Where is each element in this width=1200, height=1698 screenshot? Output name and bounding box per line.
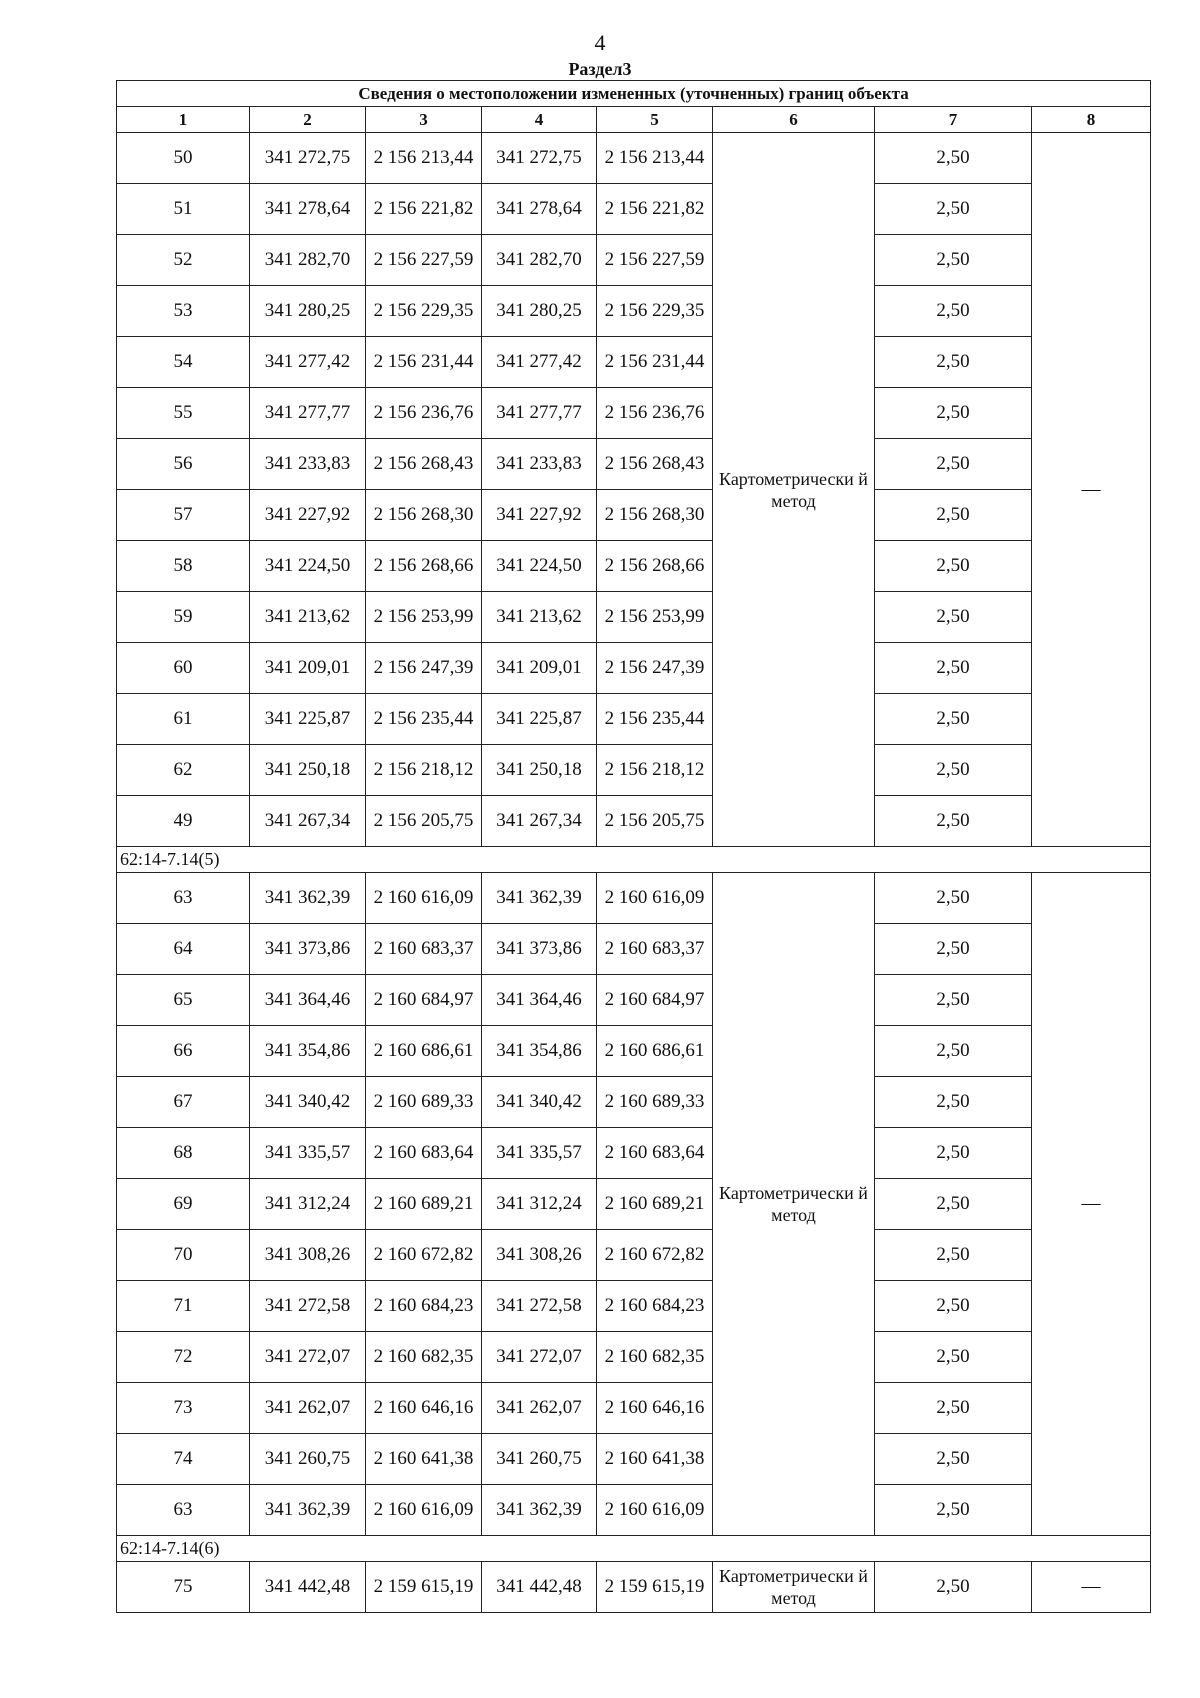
x-existing-cell: 341 250,18 — [250, 745, 366, 796]
point-number-cell: 66 — [117, 1026, 250, 1077]
x-new-cell: 341 362,39 — [482, 1485, 597, 1536]
y-new-cell: 2 160 616,09 — [597, 1485, 713, 1536]
y-existing-cell: 2 160 616,09 — [366, 873, 482, 924]
x-existing-cell: 341 280,25 — [250, 286, 366, 337]
y-new-cell: 2 156 268,30 — [597, 490, 713, 541]
page-number: 4 — [594, 30, 606, 55]
table-row — [117, 541, 1151, 592]
y-existing-cell: 2 156 231,44 — [366, 337, 482, 388]
y-existing-cell: 2 156 221,82 — [366, 184, 482, 235]
column-number-header: 4 — [482, 107, 597, 133]
y-new-cell: 2 160 684,97 — [597, 975, 713, 1026]
y-existing-cell: 2 160 684,23 — [366, 1281, 482, 1332]
table-row — [117, 1179, 1151, 1230]
x-existing-cell: 341 262,07 — [250, 1383, 366, 1434]
x-new-cell: 341 278,64 — [482, 184, 597, 235]
x-existing-cell: 341 209,01 — [250, 643, 366, 694]
x-new-cell: 341 308,26 — [482, 1230, 597, 1281]
point-number-cell: 59 — [117, 592, 250, 643]
accuracy-cell: 2,50 — [875, 1281, 1032, 1332]
x-new-cell: 341 442,48 — [482, 1562, 597, 1613]
point-number-cell: 57 — [117, 490, 250, 541]
x-new-cell: 341 335,57 — [482, 1128, 597, 1179]
y-existing-cell: 2 156 268,43 — [366, 439, 482, 490]
y-new-cell: 2 160 683,37 — [597, 924, 713, 975]
y-new-cell: 2 156 218,12 — [597, 745, 713, 796]
table-row — [117, 1281, 1151, 1332]
y-existing-cell: 2 156 247,39 — [366, 643, 482, 694]
column-number-header: 1 — [117, 107, 250, 133]
x-existing-cell: 341 213,62 — [250, 592, 366, 643]
x-new-cell: 341 272,58 — [482, 1281, 597, 1332]
group-label-row — [117, 847, 1151, 873]
accuracy-cell: 2,50 — [875, 133, 1032, 184]
point-number-cell: 54 — [117, 337, 250, 388]
column-number-header: 6 — [713, 107, 875, 133]
y-existing-cell: 2 160 646,16 — [366, 1383, 482, 1434]
x-new-cell: 341 272,07 — [482, 1332, 597, 1383]
table-row — [117, 1562, 1151, 1613]
accuracy-cell: 2,50 — [875, 235, 1032, 286]
x-new-cell: 341 272,75 — [482, 133, 597, 184]
y-existing-cell: 2 160 616,09 — [366, 1485, 482, 1536]
accuracy-cell: 2,50 — [875, 541, 1032, 592]
column-number-header: 2 — [250, 107, 366, 133]
x-existing-cell: 341 362,39 — [250, 1485, 366, 1536]
x-existing-cell: 341 233,83 — [250, 439, 366, 490]
y-new-cell: 2 156 268,66 — [597, 541, 713, 592]
accuracy-cell: 2,50 — [875, 1077, 1032, 1128]
y-existing-cell: 2 160 682,35 — [366, 1332, 482, 1383]
accuracy-cell: 2,50 — [875, 694, 1032, 745]
x-existing-cell: 341 335,57 — [250, 1128, 366, 1179]
y-existing-cell: 2 160 689,33 — [366, 1077, 482, 1128]
point-number-cell: 49 — [117, 796, 250, 847]
accuracy-cell: 2,50 — [875, 1128, 1032, 1179]
accuracy-cell: 2,50 — [875, 388, 1032, 439]
y-existing-cell: 2 160 689,21 — [366, 1179, 482, 1230]
x-new-cell: 341 209,01 — [482, 643, 597, 694]
x-new-cell: 341 364,46 — [482, 975, 597, 1026]
accuracy-cell: 2,50 — [875, 1179, 1032, 1230]
note-cell: — — [1032, 1562, 1151, 1613]
note-cell: — — [1032, 873, 1151, 1536]
point-number-cell: 61 — [117, 694, 250, 745]
accuracy-cell: 2,50 — [875, 1230, 1032, 1281]
x-existing-cell: 341 362,39 — [250, 873, 366, 924]
column-number-header: 7 — [875, 107, 1032, 133]
y-existing-cell: 2 160 641,38 — [366, 1434, 482, 1485]
accuracy-cell: 2,50 — [875, 924, 1032, 975]
table-row — [117, 1485, 1151, 1536]
y-existing-cell: 2 156 227,59 — [366, 235, 482, 286]
x-existing-cell: 341 340,42 — [250, 1077, 366, 1128]
y-new-cell: 2 160 682,35 — [597, 1332, 713, 1383]
y-existing-cell: 2 159 615,19 — [366, 1562, 482, 1613]
x-new-cell: 341 224,50 — [482, 541, 597, 592]
note-cell: — — [1032, 133, 1151, 847]
x-existing-cell: 341 278,64 — [250, 184, 366, 235]
coordinates-table — [116, 80, 1151, 1613]
table-row — [117, 1230, 1151, 1281]
x-new-cell: 341 373,86 — [482, 924, 597, 975]
point-number-cell: 58 — [117, 541, 250, 592]
y-existing-cell: 2 156 235,44 — [366, 694, 482, 745]
y-new-cell: 2 160 686,61 — [597, 1026, 713, 1077]
x-existing-cell: 341 364,46 — [250, 975, 366, 1026]
method-cell: Картометрически й метод — [713, 873, 875, 1536]
accuracy-cell: 2,50 — [875, 1383, 1032, 1434]
point-number-cell: 69 — [117, 1179, 250, 1230]
y-new-cell: 2 156 247,39 — [597, 643, 713, 694]
table-row — [117, 133, 1151, 184]
x-new-cell: 341 277,42 — [482, 337, 597, 388]
accuracy-cell: 2,50 — [875, 184, 1032, 235]
column-number-header: 3 — [366, 107, 482, 133]
y-existing-cell: 2 156 236,76 — [366, 388, 482, 439]
x-new-cell: 341 267,34 — [482, 796, 597, 847]
y-new-cell: 2 156 229,35 — [597, 286, 713, 337]
accuracy-cell: 2,50 — [875, 873, 1032, 924]
table-row — [117, 1434, 1151, 1485]
x-existing-cell: 341 260,75 — [250, 1434, 366, 1485]
table-row — [117, 796, 1151, 847]
table-row — [117, 1077, 1151, 1128]
x-existing-cell: 341 442,48 — [250, 1562, 366, 1613]
x-new-cell: 341 262,07 — [482, 1383, 597, 1434]
table-row — [117, 490, 1151, 541]
table-row — [117, 592, 1151, 643]
method-cell: Картометрически й метод — [713, 1562, 875, 1613]
point-number-cell: 64 — [117, 924, 250, 975]
table-row — [117, 643, 1151, 694]
table-row — [117, 873, 1151, 924]
y-new-cell: 2 156 227,59 — [597, 235, 713, 286]
x-existing-cell: 341 312,24 — [250, 1179, 366, 1230]
accuracy-cell: 2,50 — [875, 490, 1032, 541]
table-row — [117, 184, 1151, 235]
table-row — [117, 694, 1151, 745]
x-existing-cell: 341 282,70 — [250, 235, 366, 286]
y-existing-cell: 2 156 253,99 — [366, 592, 482, 643]
y-new-cell: 2 156 213,44 — [597, 133, 713, 184]
table-row — [117, 745, 1151, 796]
accuracy-cell: 2,50 — [875, 1562, 1032, 1613]
table-row — [117, 1128, 1151, 1179]
point-number-cell: 68 — [117, 1128, 250, 1179]
y-new-cell: 2 156 221,82 — [597, 184, 713, 235]
accuracy-cell: 2,50 — [875, 1026, 1032, 1077]
y-existing-cell: 2 160 683,37 — [366, 924, 482, 975]
y-existing-cell: 2 160 686,61 — [366, 1026, 482, 1077]
x-existing-cell: 341 308,26 — [250, 1230, 366, 1281]
x-new-cell: 341 340,42 — [482, 1077, 597, 1128]
y-existing-cell: 2 156 229,35 — [366, 286, 482, 337]
y-existing-cell: 2 160 672,82 — [366, 1230, 482, 1281]
table-row — [117, 1383, 1151, 1434]
x-existing-cell: 341 373,86 — [250, 924, 366, 975]
x-existing-cell: 341 224,50 — [250, 541, 366, 592]
table-row — [117, 975, 1151, 1026]
y-new-cell: 2 160 672,82 — [597, 1230, 713, 1281]
point-number-cell: 55 — [117, 388, 250, 439]
point-number-cell: 65 — [117, 975, 250, 1026]
accuracy-cell: 2,50 — [875, 796, 1032, 847]
x-existing-cell: 341 225,87 — [250, 694, 366, 745]
point-number-cell: 52 — [117, 235, 250, 286]
y-new-cell: 2 159 615,19 — [597, 1562, 713, 1613]
y-new-cell: 2 160 646,16 — [597, 1383, 713, 1434]
column-number-header: 8 — [1032, 107, 1151, 133]
group-label: 62:14-7.14(5) — [117, 847, 1151, 873]
accuracy-cell: 2,50 — [875, 643, 1032, 694]
point-number-cell: 71 — [117, 1281, 250, 1332]
y-new-cell: 2 160 641,38 — [597, 1434, 713, 1485]
table-row — [117, 235, 1151, 286]
x-existing-cell: 341 354,86 — [250, 1026, 366, 1077]
y-existing-cell: 2 156 218,12 — [366, 745, 482, 796]
accuracy-cell: 2,50 — [875, 337, 1032, 388]
point-number-cell: 63 — [117, 1485, 250, 1536]
y-new-cell: 2 156 253,99 — [597, 592, 713, 643]
x-new-cell: 341 280,25 — [482, 286, 597, 337]
table-row — [117, 286, 1151, 337]
x-existing-cell: 341 272,75 — [250, 133, 366, 184]
table-row — [117, 924, 1151, 975]
accuracy-cell: 2,50 — [875, 1332, 1032, 1383]
x-new-cell: 341 282,70 — [482, 235, 597, 286]
accuracy-cell: 2,50 — [875, 1485, 1032, 1536]
accuracy-cell: 2,50 — [875, 745, 1032, 796]
table-caption: Сведения о местоположении измененных (уточненных) границ объекта — [117, 81, 1151, 107]
x-new-cell: 341 233,83 — [482, 439, 597, 490]
y-new-cell: 2 156 205,75 — [597, 796, 713, 847]
x-new-cell: 341 277,77 — [482, 388, 597, 439]
table-row — [117, 1026, 1151, 1077]
point-number-cell: 75 — [117, 1562, 250, 1613]
accuracy-cell: 2,50 — [875, 286, 1032, 337]
column-number-header: 5 — [597, 107, 713, 133]
point-number-cell: 67 — [117, 1077, 250, 1128]
point-number-cell: 74 — [117, 1434, 250, 1485]
section-title: Раздел3 — [568, 59, 632, 79]
y-existing-cell: 2 160 684,97 — [366, 975, 482, 1026]
y-new-cell: 2 156 236,76 — [597, 388, 713, 439]
point-number-cell: 70 — [117, 1230, 250, 1281]
y-existing-cell: 2 156 268,30 — [366, 490, 482, 541]
point-number-cell: 50 — [117, 133, 250, 184]
x-existing-cell: 341 267,34 — [250, 796, 366, 847]
table-row — [117, 388, 1151, 439]
point-number-cell: 63 — [117, 873, 250, 924]
point-number-cell: 72 — [117, 1332, 250, 1383]
x-existing-cell: 341 277,77 — [250, 388, 366, 439]
x-new-cell: 341 354,86 — [482, 1026, 597, 1077]
x-new-cell: 341 227,92 — [482, 490, 597, 541]
x-existing-cell: 341 272,58 — [250, 1281, 366, 1332]
table-row — [117, 439, 1151, 490]
x-new-cell: 341 362,39 — [482, 873, 597, 924]
y-existing-cell: 2 156 205,75 — [366, 796, 482, 847]
table-row — [117, 1332, 1151, 1383]
point-number-cell: 53 — [117, 286, 250, 337]
point-number-cell: 73 — [117, 1383, 250, 1434]
x-existing-cell: 341 227,92 — [250, 490, 366, 541]
y-new-cell: 2 156 268,43 — [597, 439, 713, 490]
y-new-cell: 2 160 616,09 — [597, 873, 713, 924]
point-number-cell: 56 — [117, 439, 250, 490]
x-new-cell: 341 250,18 — [482, 745, 597, 796]
y-new-cell: 2 156 231,44 — [597, 337, 713, 388]
x-new-cell: 341 312,24 — [482, 1179, 597, 1230]
x-new-cell: 341 260,75 — [482, 1434, 597, 1485]
method-cell: Картометрически й метод — [713, 133, 875, 847]
y-existing-cell: 2 160 683,64 — [366, 1128, 482, 1179]
x-new-cell: 341 213,62 — [482, 592, 597, 643]
y-existing-cell: 2 156 268,66 — [366, 541, 482, 592]
x-existing-cell: 341 272,07 — [250, 1332, 366, 1383]
y-new-cell: 2 160 684,23 — [597, 1281, 713, 1332]
table-row — [117, 337, 1151, 388]
accuracy-cell: 2,50 — [875, 975, 1032, 1026]
y-new-cell: 2 160 683,64 — [597, 1128, 713, 1179]
x-existing-cell: 341 277,42 — [250, 337, 366, 388]
x-new-cell: 341 225,87 — [482, 694, 597, 745]
y-new-cell: 2 160 689,21 — [597, 1179, 713, 1230]
y-new-cell: 2 156 235,44 — [597, 694, 713, 745]
point-number-cell: 51 — [117, 184, 250, 235]
group-label: 62:14-7.14(6) — [117, 1536, 1151, 1562]
y-existing-cell: 2 156 213,44 — [366, 133, 482, 184]
accuracy-cell: 2,50 — [875, 439, 1032, 490]
accuracy-cell: 2,50 — [875, 592, 1032, 643]
point-number-cell: 62 — [117, 745, 250, 796]
group-label-row — [117, 1536, 1151, 1562]
accuracy-cell: 2,50 — [875, 1434, 1032, 1485]
y-new-cell: 2 160 689,33 — [597, 1077, 713, 1128]
point-number-cell: 60 — [117, 643, 250, 694]
